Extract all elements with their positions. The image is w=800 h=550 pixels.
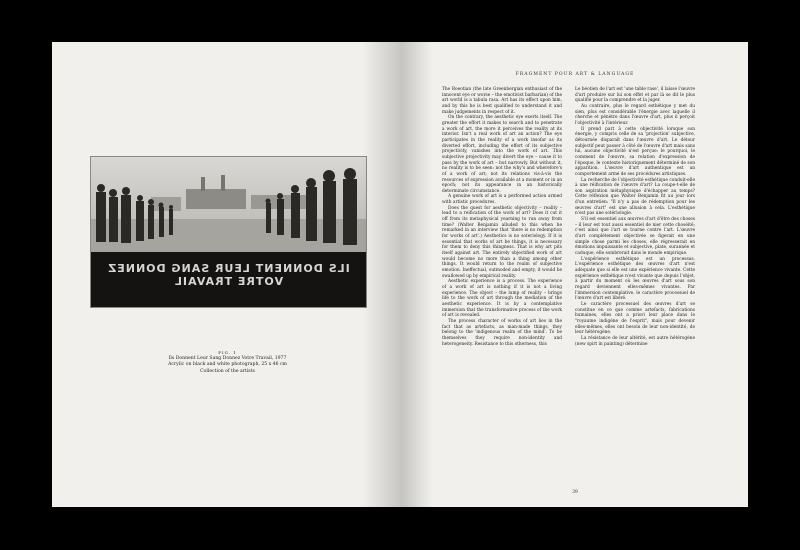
paragraph: Aesthetic experience is a process. The experience of a work of art is nothing if it is not a living experience. The object – the lump of reality – brings life to the work of art through the mediation of the aesthetic experience. It is by a contemplative immersion that the transformative process of the work of art is revealed. bbox=[442, 279, 562, 319]
paragraph: Le caractère processuel des œuvres d'art se constitue en ce que comme artefacts, fabrications humaines, elles ont a priori leur place dans le "royaume indigène de l'esprit", mais pour devenir elles-mêmes, elles ont besoin de leur non-identité, de leur hétérogène. bbox=[575, 301, 695, 336]
paragraph: Le béotien de l'art est 'une table rase', il laisse l'œuvre d'art produire sur lui son effet et par là se dit le plus qualifié pour la comprendre et la juger. bbox=[575, 87, 695, 104]
paragraph: La recherche de l'objectivité esthétique conduit-elle à une réification de l'œuvre d'art? La coupe-t-elle de son aspiration métaphysique d'échapper au temps? Cette réflexion que Walter Benjamin fit au jour lors d'un entretien: "Il n'y a pas de rédemption pour les œuvres d'art" est une allusion à cela. L'esthétique n'est pas une sotériologie. bbox=[575, 177, 695, 217]
paragraph: On the contrary, the aesthetic eye exerts itself. The greater the effort it makes to search and to penetrate a work of art, the more it perceives the reality at its interior. Isn't a real work of art an action? The eye participates in the reality of a work insofar as its diverted effort, including the effort of its subjective projectivity, vanishes into the work of art. This subjective projectivity may divert the eye – cause it to pass by the work of art – but narrowly. But without it, no reality is to be seen: not the why's and wherefore's of a work of art; not its relations vis-à-vis the resources of expression available at a moment or in an epoch; not its appearance in an historically determinate circumstance. bbox=[442, 115, 562, 194]
figure-plate bbox=[90, 156, 367, 308]
french-column bbox=[575, 87, 695, 347]
book-spread bbox=[52, 42, 748, 507]
gutter-shadow-left bbox=[362, 42, 402, 507]
paragraph: La résistance de leur altérité, est autre hétérogène (new spirt in painting) détermine bbox=[575, 335, 695, 347]
figure-title: Ils Donnent Leur Sang Donnez Votre Travail, 1977 bbox=[168, 356, 287, 362]
paragraph: The process character of works of art lies in the fact that as artefacts, as man-made things, they belong to the 'indigenous realm of the mind'. To be themselves they require non-identity and heterogeneity. Resistance to this otherness, this bbox=[442, 318, 562, 347]
left-page bbox=[52, 42, 402, 507]
running-head: FRAGMENT POUR ART & LANGUAGE bbox=[515, 72, 635, 77]
gutter-shadow-right bbox=[402, 42, 432, 507]
paragraph: Il prend part à cette objectivité lorsque son énergie, y compris celle de sa 'projection' subjective, détournée disparaît dans l'œuvre d'art. Le détour subjectif peut passer à côté de l'œuvre d'art mais sans lui, aucune objectivité n'est perçue: le pourquoi, le comment de l'œuvre, sa relation d'expression de l'époque, le contexte historiquement déterminé de son apparition. L'œuvre d'art authentique est un comportement armé de ses procédures artistiques. bbox=[575, 126, 695, 177]
figure-collection: Collection of the artists bbox=[200, 368, 255, 374]
figure-caption bbox=[90, 350, 365, 375]
paragraph: S'il est essentiel aux œuvres d'art d'être des choses – il leur est tout aussi essentiel de nier cette choséité; c'est ainsi que l'art se tourne contre l'art. L'œuvre d'art complètement objectivée se figerait en une simple chose parmi les choses, elle régresserait en émotions impuissante et subjective, plate, surannée et caduque, elle sombrerait dans le monde empirique. bbox=[575, 217, 695, 257]
paragraph: L'expérience esthétique est un processus. L'expérience esthétique des œuvres d'art n'est adéquate que si elle est une expérience vivante. Cette expérience esthétique n'est vivante que depuis l'objet, à partir du moment où les œuvres d'art sous son regard deviennent elles-mêmes vivantes. Par l'immersion contemplative, le caractère processuel de l'œuvre d'art est libéré. bbox=[575, 256, 695, 302]
page-number: 39 bbox=[572, 490, 578, 495]
paragraph: The Boeotian (the late Greenbergian enthusiast of the innocent eye or worse – the emotivist barbarian) of the art world is a tabula rasa. Art has its effect upon him, and by this he is best qualified to understand it and make judgements in respect of it. bbox=[442, 87, 563, 115]
paragraph: Does the quest for aesthetic objectivity – reality – lead to a reification of the work of art? Does it cut it off from its metaphysical yearning to run away from time? (Walter Benjamin alluded to this when he remarked in an interview that 'there is no redemption for works of art'.) Aesthetics is no soteriology. If it is essential that works of art be things, it is necessary for them to deny this thingness. That is why art pits itself against art. The entirely objectified work of art would become no more than a thing among other things. It would return to the realm of subjective emotion. Ineffectual, outmoded and empty, it would be swallowed up by empirical reality. bbox=[442, 205, 562, 279]
figure-label: FIG. 1 bbox=[218, 350, 237, 355]
paragraph: Au contraire, plus le regard esthétique y met du sien, plus est considérable l'énergie avec laquelle il cherche et pénètre dans l'œuvre d'art, plus il perçoit l'objectivité à l'intérieur. bbox=[575, 103, 695, 126]
english-column bbox=[442, 87, 562, 347]
right-page bbox=[402, 42, 748, 507]
painted-slogan: ILS DONNENT LEUR SANG DONNEZ VOTRE TRAVAIL bbox=[107, 262, 350, 288]
figure-medium: Acrylic on black and white photograph, 25 x 46 cm bbox=[168, 362, 287, 368]
paragraph: A genuine work of art is a performed action armed with artistic procedures. bbox=[442, 194, 562, 206]
